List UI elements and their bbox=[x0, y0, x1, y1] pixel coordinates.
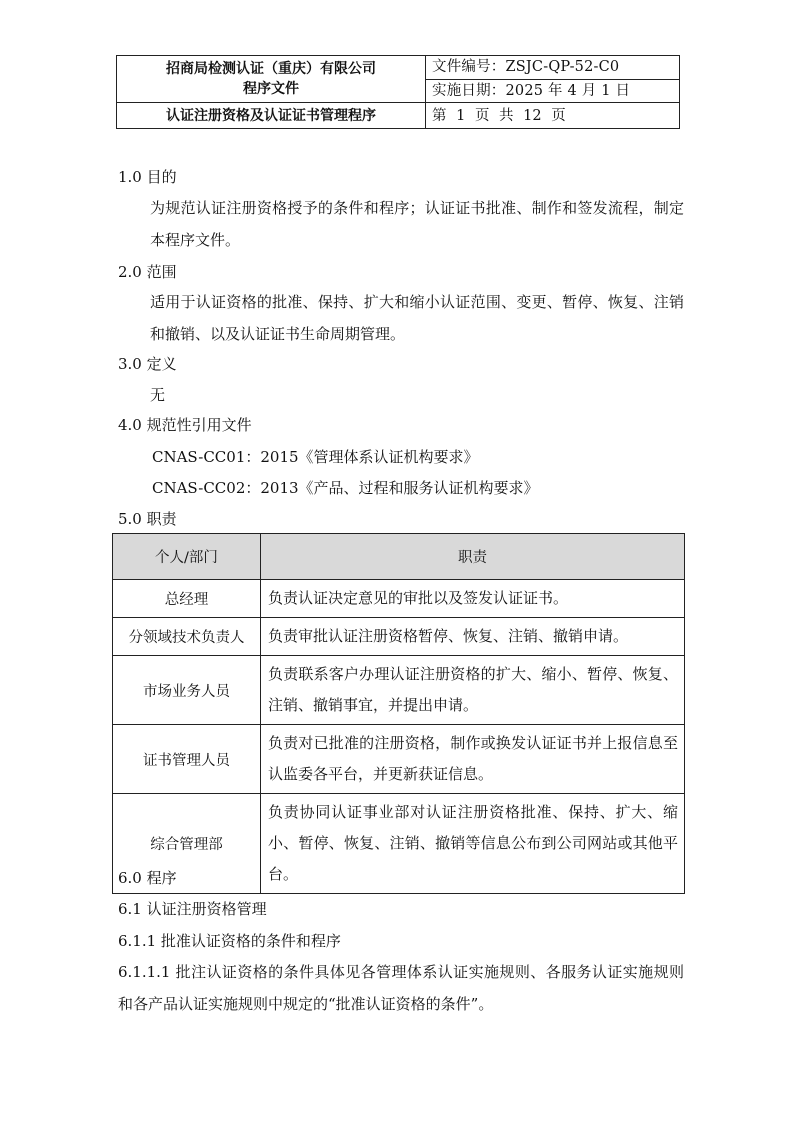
table-row bbox=[113, 794, 685, 894]
subsection-heading: 6.1.1 批准认证资格的条件和程序 bbox=[118, 932, 341, 950]
section-heading-procedure: 6.0 程序 bbox=[118, 869, 177, 887]
document-title: 认证注册资格及认证证书管理程序 bbox=[117, 103, 426, 129]
section-heading-purpose: 1.0 目的 bbox=[118, 168, 177, 186]
document-number: 文件编号：ZSJC-QP-52-C0 bbox=[426, 56, 680, 80]
document-header-table bbox=[116, 55, 680, 129]
reference-item: CNAS-CC01：2015《管理体系认证机构要求》 bbox=[152, 448, 479, 466]
company-name: 招商局检测认证（重庆）有限公司 bbox=[166, 61, 376, 77]
implementation-date: 实施日期：2025 年 4 月 1 日 bbox=[426, 79, 680, 103]
table-row bbox=[113, 580, 685, 618]
subsection-heading: 6.1 认证注册资格管理 bbox=[118, 900, 267, 918]
table-row bbox=[113, 656, 685, 725]
company-name-cell bbox=[117, 56, 426, 103]
section-text-purpose bbox=[118, 192, 684, 256]
duty-cell: 负责审批认证注册资格暂停、恢复、注销、撤销申请。 bbox=[261, 618, 685, 656]
clause-paragraph: 6.1.1.1 批注认证资格的条件具体见各管理体系认证实施规则、各服务认证实施规则和各产品认证实施规则中规定的“批准认证资格的条件”。 bbox=[118, 963, 684, 1013]
purpose-paragraph: 为规范认证注册资格授予的条件和程序；认证证书批准、制作和签发流程，制定本程序文件。 bbox=[150, 199, 684, 249]
section-heading-responsibilities: 5.0 职责 bbox=[118, 510, 177, 528]
section-heading-definitions: 3.0 定义 bbox=[118, 355, 177, 373]
duty-cell: 负责认证决定意见的审批以及签发认证证书。 bbox=[261, 580, 685, 618]
section-text-definitions: 无 bbox=[150, 386, 166, 404]
responsibilities-table bbox=[112, 533, 685, 894]
section-text-scope bbox=[118, 286, 684, 350]
role-cell: 综合管理部 bbox=[113, 794, 261, 894]
table-row bbox=[113, 725, 685, 794]
table-header-row bbox=[113, 534, 685, 580]
duty-cell: 负责协同认证事业部对认证注册资格批准、保持、扩大、缩小、暂停、恢复、注销、撤销等信息公布到公司网站或其他平台。 bbox=[261, 794, 685, 894]
reference-item: CNAS-CC02：2013《产品、过程和服务认证机构要求》 bbox=[152, 479, 539, 497]
duty-cell: 负责联系客户办理认证注册资格的扩大、缩小、暂停、恢复、注销、撤销事宜，并提出申请。 bbox=[261, 656, 685, 725]
scope-paragraph: 适用于认证资格的批准、保持、扩大和缩小认证范围、变更、暂停、恢复、注销和撤销、以及认证证书生命周期管理。 bbox=[150, 293, 684, 343]
page-number: 第 1 页 共 12 页 bbox=[426, 103, 680, 129]
section-heading-scope: 2.0 范围 bbox=[118, 263, 177, 281]
document-type: 程序文件 bbox=[243, 81, 299, 97]
table-row bbox=[113, 618, 685, 656]
column-header-role: 个人/部门 bbox=[113, 534, 261, 580]
section-heading-references: 4.0 规范性引用文件 bbox=[118, 416, 252, 434]
role-cell: 市场业务人员 bbox=[113, 656, 261, 725]
column-header-duty: 职责 bbox=[261, 534, 685, 580]
role-cell: 分领域技术负责人 bbox=[113, 618, 261, 656]
role-cell: 总经理 bbox=[113, 580, 261, 618]
duty-cell: 负责对已批准的注册资格，制作或换发认证证书并上报信息至认监委各平台，并更新获证信息。 bbox=[261, 725, 685, 794]
role-cell: 证书管理人员 bbox=[113, 725, 261, 794]
